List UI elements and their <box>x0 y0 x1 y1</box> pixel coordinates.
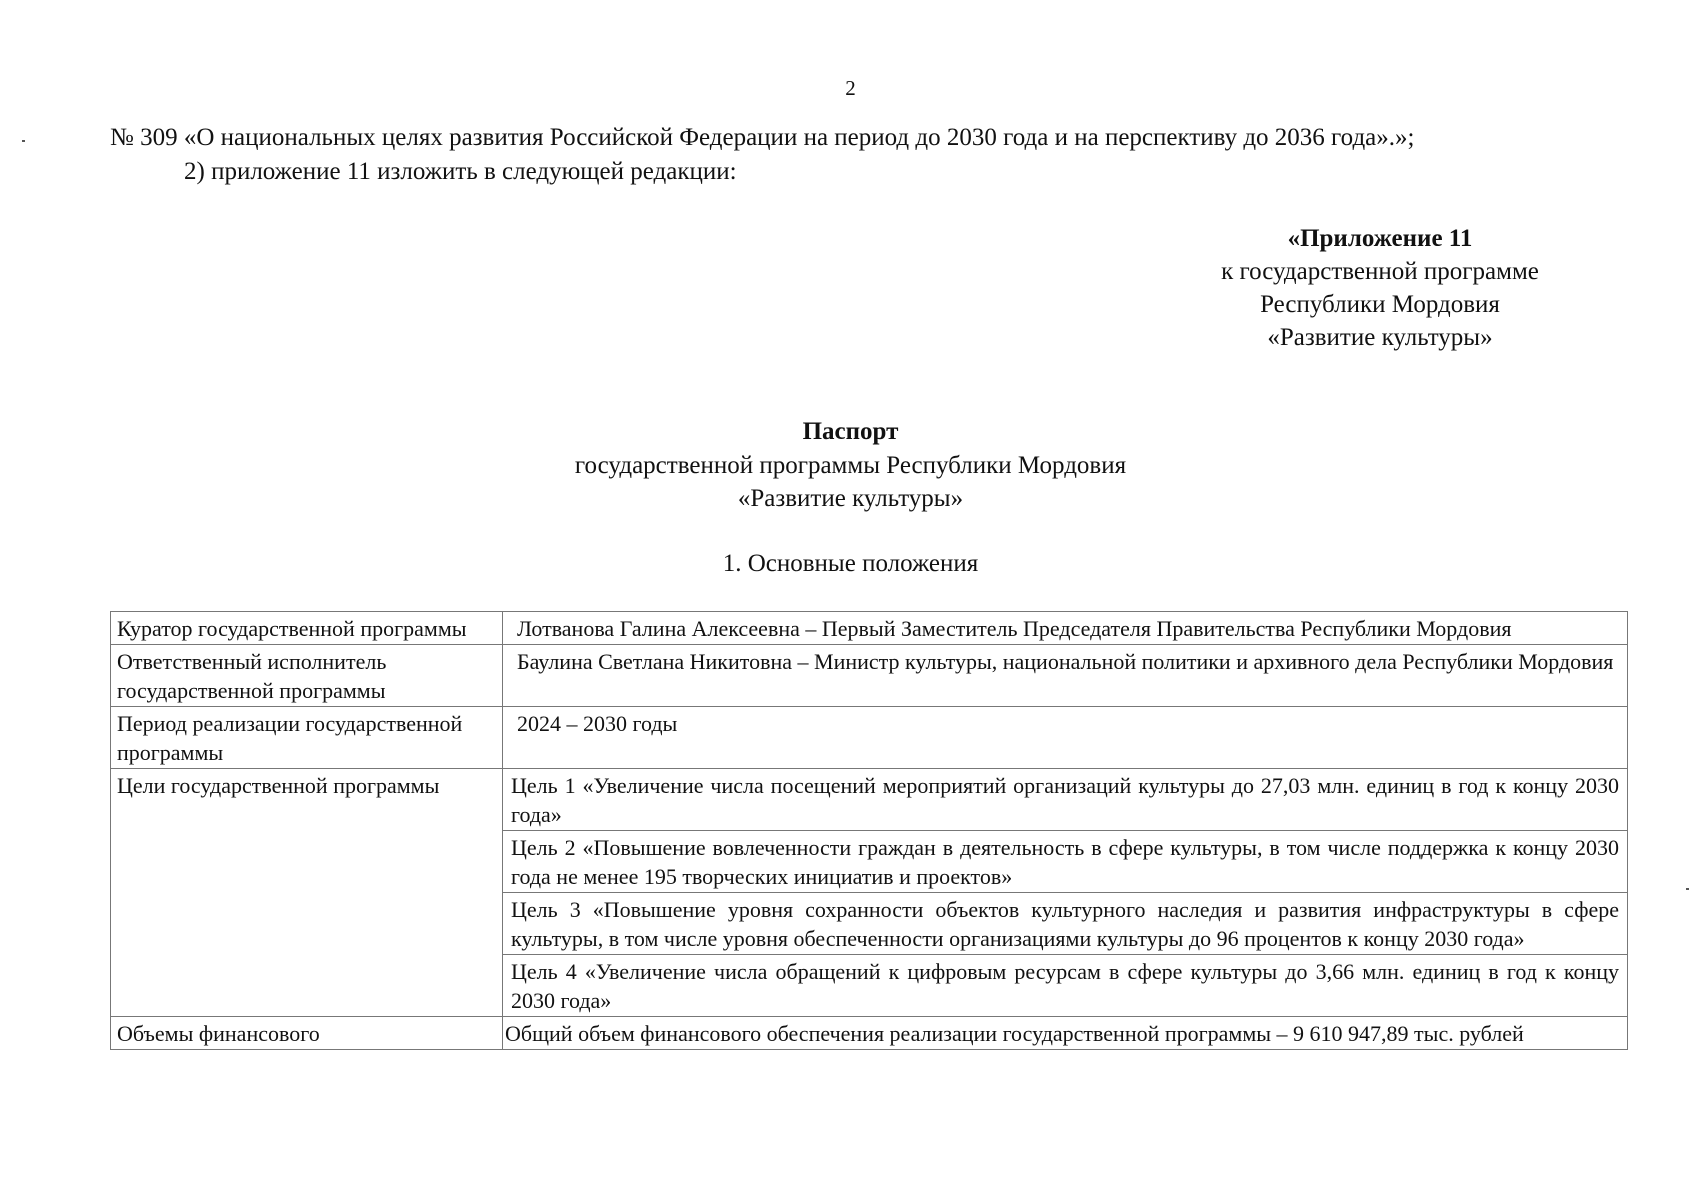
passport-subtitle-2: «Развитие культуры» <box>737 485 964 512</box>
table-row <box>111 645 1628 707</box>
appendix-line-4: «Развитие культуры» <box>1267 324 1493 351</box>
goal-4: Цель 4 «Увеличение числа обращений к цифровым ресурсам в сфере культуры до 3,66 млн. единиц в год к концу 2030 года» <box>503 955 1628 1017</box>
goal-1: Цель 1 «Увеличение числа посещений мероприятий организаций культуры до 27,03 млн. единиц в год к концу 2030 года» <box>503 769 1628 831</box>
page-number: 2 <box>845 76 856 100</box>
row-value-finance: Общий объем финансового обеспечения реализации государственной программы – 9 610 947,89 тыс. рублей <box>503 1017 1628 1050</box>
appendix-line-3: Республики Мордовия <box>1260 291 1500 318</box>
row-label-finance: Объемы финансового <box>111 1017 503 1050</box>
row-value-period: 2024 – 2030 годы <box>503 707 1628 769</box>
row-value-executor: Баулина Светлана Никитовна – Министр культуры, национальной политики и архивного дела Республики Мордовия <box>503 645 1628 707</box>
row-value-curator: Лотванова Галина Алексеевна – Первый Заместитель Председателя Правительства Республики Мордовия <box>503 612 1628 645</box>
intro-line-1: № 309 «О национальных целях развития Российской Федерации на период до 2030 года и на перспективу до 2036 года».»; <box>110 124 1415 151</box>
appendix-title: «Приложение 11 <box>1287 225 1473 252</box>
row-label-goals: Цели государственной программы <box>111 769 503 1017</box>
table-row <box>111 707 1628 769</box>
passport-title: Паспорт <box>802 418 899 445</box>
table-row <box>111 612 1628 645</box>
appendix-heading <box>1170 222 1590 354</box>
scan-speck <box>22 140 25 142</box>
row-label-period: Период реализации государственной программы <box>111 707 503 769</box>
passport-table <box>110 611 1628 1050</box>
table-row <box>111 1017 1628 1050</box>
table-row <box>111 769 1628 831</box>
goal-2: Цель 2 «Повышение вовлеченности граждан в деятельность в сфере культуры, в том числе поддержка к концу 2030 года не менее 195 творческих инициатив и проектов» <box>503 831 1628 893</box>
intro-line-2: 2) приложение 11 изложить в следующей редакции: <box>184 158 737 185</box>
passport-subtitle-1: государственной программы Республики Мордовия <box>574 452 1127 479</box>
row-label-curator: Куратор государственной программы <box>111 612 503 645</box>
scan-speck <box>1686 888 1689 890</box>
section-title: 1. Основные положения <box>722 550 979 577</box>
row-label-executor: Ответственный исполнитель государственной программы <box>111 645 503 707</box>
appendix-line-2: к государственной программе <box>1221 258 1539 285</box>
goal-3: Цель 3 «Повышение уровня сохранности объектов культурного наследия и развития инфраструктуры в сфере культуры, в том числе уровня обеспеченности организациями культуры до 96 процентов к концу 2030 года» <box>503 893 1628 955</box>
